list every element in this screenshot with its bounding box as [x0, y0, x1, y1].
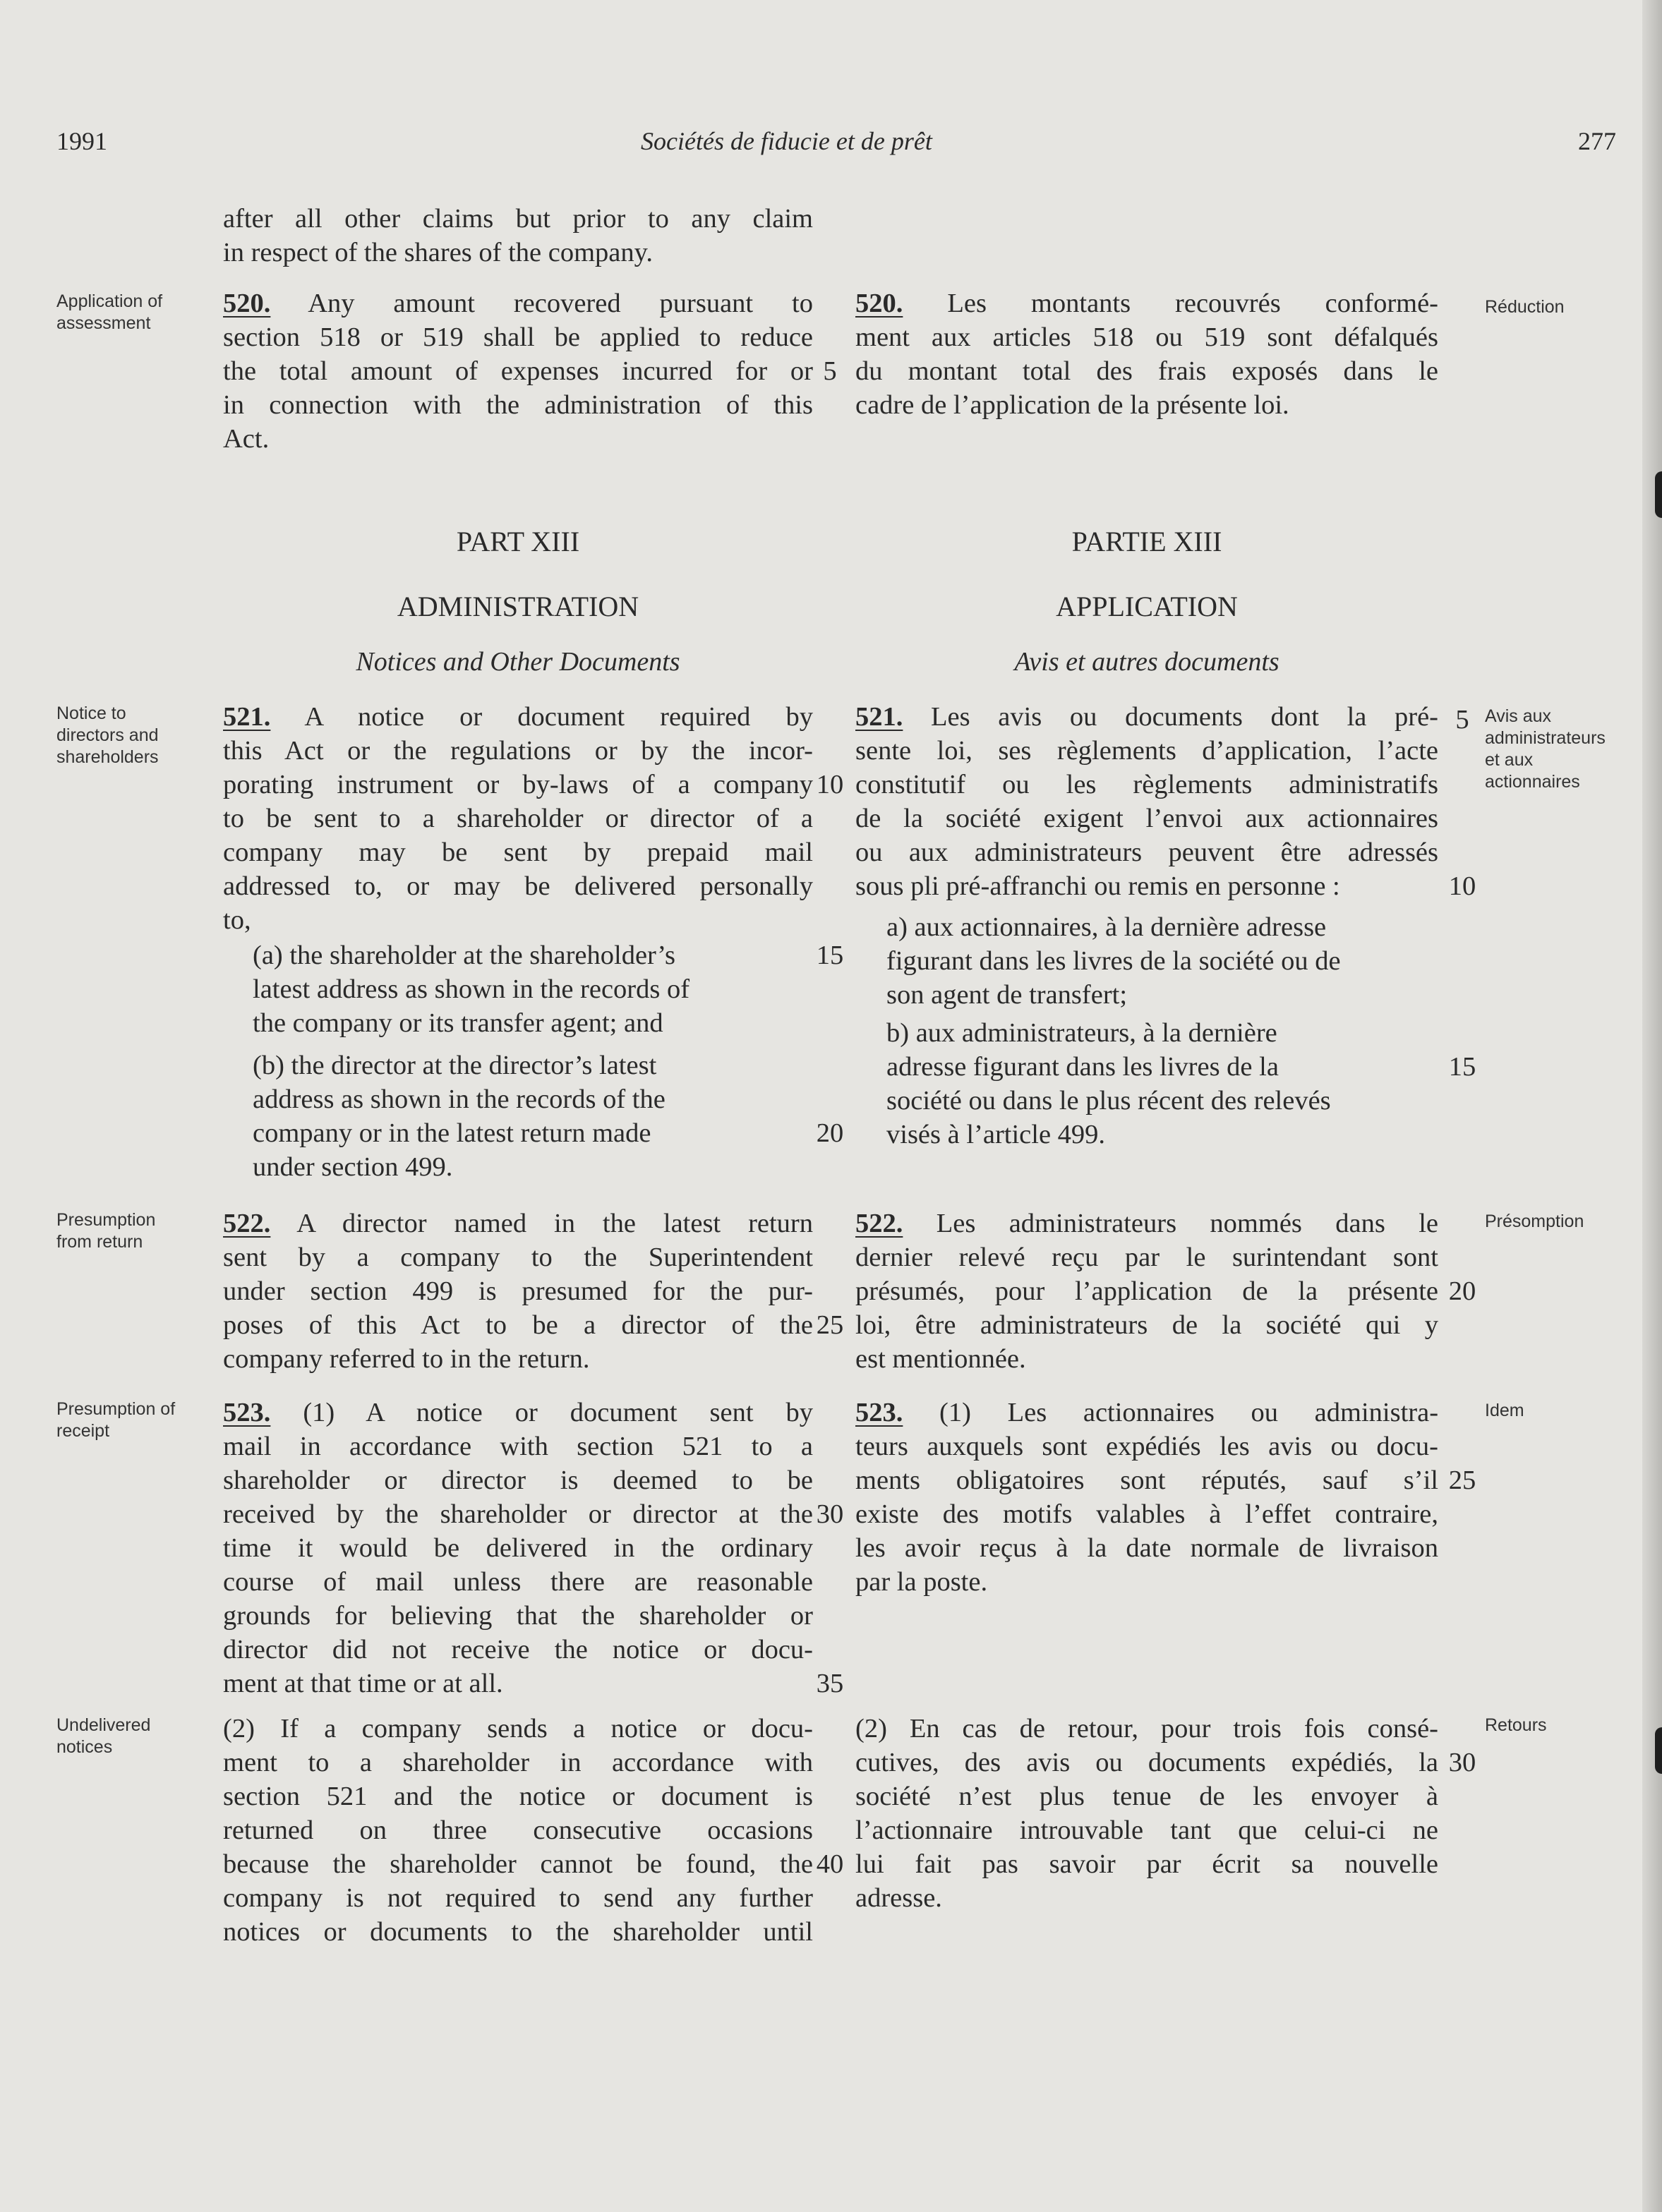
- english-section-523-2: [223, 1712, 813, 1949]
- note-line: notices: [56, 1737, 113, 1757]
- text-line: company is not required to send any further: [223, 1883, 813, 1913]
- section-number: 522.: [855, 1209, 903, 1238]
- text-line: ment aux articles 518 ou 519 sont défalqués: [855, 322, 1438, 352]
- note-line: Retours: [1485, 1715, 1547, 1735]
- text-line: sous pli pré-affranchi ou remis en personne :: [855, 871, 1340, 901]
- text-segment: Any amount recovered pursuant to: [308, 289, 813, 318]
- english-section-521: [223, 700, 813, 937]
- text-line: est mentionnée.: [855, 1344, 1026, 1374]
- marginal-note: [1485, 706, 1626, 793]
- text-line: [223, 286, 813, 320]
- text-line: adresse figurant dans les livres de la: [886, 1052, 1279, 1082]
- marginal-note: [1485, 1715, 1626, 1736]
- text-segment: Les avis ou documents dont la pré-: [931, 702, 1439, 732]
- section-number: 521.: [223, 702, 271, 732]
- text-segment: A notice or document required by: [304, 702, 813, 732]
- french-section-523-1: [855, 1396, 1438, 1599]
- section-number: 522.: [223, 1209, 271, 1238]
- text-line: [855, 1396, 1438, 1430]
- note-line: Application of: [56, 291, 163, 311]
- text-line: course of mail unless there are reasonable: [223, 1567, 813, 1597]
- text-line: dernier relevé reçu par le surintendant sont: [855, 1243, 1438, 1272]
- text-line: ment at that time or at all.: [223, 1669, 503, 1698]
- marginal-note: [56, 703, 205, 768]
- french-section-522: [855, 1207, 1438, 1376]
- text-line: time it would be delivered in the ordinary: [223, 1533, 813, 1563]
- note-line: Presumption: [56, 1210, 156, 1230]
- header-title: Sociétés de fiducie et de prêt: [641, 127, 932, 155]
- text-line: company or in the latest return made: [253, 1118, 651, 1148]
- text-line: company referred to in the return.: [223, 1344, 590, 1374]
- text-line: [223, 700, 813, 734]
- french-section-520: [855, 286, 1438, 422]
- text-line: a) aux actionnaires, à la dernière adresse: [886, 912, 1327, 942]
- english-paragraph-a: [253, 938, 813, 1040]
- text-line: (2) If a company sends a notice or docu-: [223, 1714, 813, 1743]
- line-number: 10: [816, 770, 844, 799]
- text-line: under section 499.: [253, 1152, 453, 1182]
- note-line: shareholders: [56, 747, 159, 767]
- note-line: assessment: [56, 313, 151, 333]
- section-number: 520.: [855, 289, 903, 318]
- text-line: présumés, pour l’application de la présente: [855, 1276, 1438, 1306]
- text-line: figurant dans les livres de la société ou de: [886, 946, 1341, 976]
- english-carryover: [223, 202, 813, 270]
- text-line: latest address as shown in the records of: [253, 974, 690, 1004]
- text-line: [855, 1207, 1438, 1240]
- note-line: et aux: [1485, 750, 1534, 770]
- note-line: Idem: [1485, 1401, 1524, 1420]
- section-number: 520.: [223, 289, 271, 318]
- line-number: 5: [823, 356, 837, 386]
- text-line: adresse.: [855, 1883, 942, 1913]
- text-line: mail in accordance with section 521 to a: [223, 1432, 813, 1461]
- line-number: 30: [816, 1499, 844, 1529]
- note-line: Presumption of: [56, 1399, 176, 1419]
- marginal-note: [1485, 1400, 1626, 1422]
- text-line: the company or its transfer agent; and: [253, 1008, 663, 1038]
- text-line: because the shareholder cannot be found, the: [223, 1849, 813, 1879]
- text-line: under section 499 is presumed for the pur-: [223, 1276, 813, 1306]
- text-line: société ou dans le plus récent des relevés: [886, 1086, 1331, 1116]
- text-line: cadre de l’application de la présente loi.: [855, 390, 1289, 420]
- french-section-521: [855, 700, 1438, 903]
- note-line: receipt: [56, 1421, 110, 1441]
- line-number: 25: [1448, 1465, 1476, 1495]
- marginal-note: [1485, 1211, 1626, 1233]
- french-paragraph-a: [886, 910, 1438, 1012]
- text-line: constitutif ou les règlements administratifs: [855, 770, 1438, 799]
- text-line: company may be sent by prepaid mail: [223, 838, 813, 867]
- text-line: visés à l’article 499.: [886, 1120, 1106, 1149]
- text-line: section 521 and the notice or document is: [223, 1782, 813, 1811]
- text-segment: Les montants recouvrés conformé-: [947, 289, 1438, 318]
- text-line: poses of this Act to be a director of the: [223, 1310, 813, 1340]
- line-number: 15: [816, 941, 844, 970]
- text-line: [223, 1396, 813, 1430]
- part-subheading: Avis et autres documents: [1014, 647, 1279, 677]
- english-paragraph-b: [253, 1048, 813, 1184]
- part-title: ADMINISTRATION: [397, 591, 639, 622]
- binding-mark: [1655, 1727, 1662, 1774]
- header-year: 1991: [56, 127, 107, 155]
- text-line: ou aux administrateurs peuvent être adressés: [855, 838, 1438, 867]
- text-line: teurs auxquels sont expédiés les avis ou docu-: [855, 1432, 1438, 1461]
- line-number: 10: [1448, 871, 1476, 901]
- text-line: du montant total des frais exposés dans le: [855, 356, 1438, 386]
- english-section-523-1: [223, 1396, 813, 1700]
- french-section-523-2: [855, 1712, 1438, 1915]
- text-line: returned on three consecutive occasions: [223, 1815, 813, 1845]
- text-line: Act.: [223, 424, 270, 454]
- text-line: addressed to, or may be delivered personally: [223, 871, 813, 901]
- text-line: sent by a company to the Superintendent: [223, 1243, 813, 1272]
- text-line: in respect of the shares of the company.: [223, 238, 654, 267]
- text-line: to be sent to a shareholder or director of a: [223, 804, 813, 833]
- line-number: 40: [816, 1849, 844, 1879]
- text-line: lui fait pas savoir par écrit sa nouvelle: [855, 1849, 1438, 1879]
- text-line: after all other claims but prior to any claim: [223, 204, 813, 234]
- text-line: de la société exigent l’envoi aux actionnaires: [855, 804, 1438, 833]
- french-paragraph-b: [886, 1016, 1438, 1152]
- page-edge: [1642, 0, 1662, 2212]
- marginal-note: [1485, 296, 1626, 318]
- text-line: this Act or the regulations or by the incor-: [223, 736, 813, 766]
- line-number: 35: [816, 1669, 844, 1698]
- note-line: Notice to: [56, 703, 126, 723]
- marginal-note: [56, 1209, 205, 1253]
- note-line: Undelivered: [56, 1715, 151, 1735]
- text-line: (2) En cas de retour, pour trois fois consé-: [855, 1714, 1438, 1743]
- line-number: 5: [1455, 705, 1469, 735]
- text-segment: A director named in the latest return: [296, 1209, 813, 1238]
- part-title: APPLICATION: [1056, 591, 1238, 622]
- line-number: 25: [816, 1310, 844, 1340]
- text-line: shareholder or director is deemed to be: [223, 1465, 813, 1495]
- text-line: to,: [223, 905, 251, 935]
- english-section-522: [223, 1207, 813, 1376]
- text-line: [223, 1207, 813, 1240]
- section-number: 521.: [855, 702, 903, 732]
- note-line: actionnaires: [1485, 772, 1580, 792]
- note-line: from return: [56, 1232, 143, 1252]
- page-number: 277: [1578, 127, 1616, 155]
- text-line: [855, 286, 1438, 320]
- text-line: cutives, des avis ou documents expédiés, la: [855, 1748, 1438, 1777]
- text-line: section 518 or 519 shall be applied to reduce: [223, 322, 813, 352]
- binding-mark: [1655, 471, 1662, 518]
- text-line: l’actionnaire introuvable tant que celui-ci ne: [855, 1815, 1438, 1845]
- section-number: 523.: [855, 1398, 903, 1427]
- part-subheading: Notices and Other Documents: [356, 647, 680, 677]
- text-line: received by the shareholder or director at the: [223, 1499, 813, 1529]
- text-segment: (1) A notice or document sent by: [303, 1398, 813, 1427]
- text-line: ment to a shareholder in accordance with: [223, 1748, 813, 1777]
- note-line: administrateurs: [1485, 728, 1606, 748]
- text-line: (b) the director at the director’s latest: [253, 1051, 657, 1080]
- text-line: ments obligatoires sont réputés, sauf s’il: [855, 1465, 1438, 1495]
- note-line: Réduction: [1485, 297, 1565, 317]
- marginal-note: [56, 291, 205, 334]
- text-line: les avoir reçus à la date normale de livraison: [855, 1533, 1438, 1563]
- text-line: grounds for believing that the shareholder or: [223, 1601, 813, 1631]
- part-label: PART XIII: [456, 526, 580, 557]
- text-line: [855, 700, 1438, 734]
- text-line: existe des motifs valables à l’effet contraire,: [855, 1499, 1438, 1529]
- text-line: director did not receive the notice or docu-: [223, 1635, 813, 1664]
- english-section-520: [223, 286, 813, 456]
- text-line: son agent de transfert;: [886, 980, 1128, 1010]
- text-line: the total amount of expenses incurred for or: [223, 356, 813, 386]
- text-line: (a) the shareholder at the shareholder’s: [253, 941, 675, 970]
- note-line: directors and: [56, 725, 159, 745]
- line-number: 20: [1448, 1276, 1476, 1306]
- marginal-note: [56, 1715, 205, 1758]
- text-segment: (1) Les actionnaires ou administra-: [939, 1398, 1439, 1427]
- text-line: address as shown in the records of the: [253, 1084, 666, 1114]
- note-line: Présomption: [1485, 1211, 1584, 1231]
- line-number: 30: [1448, 1748, 1476, 1777]
- part-label: PARTIE XIII: [1071, 526, 1222, 557]
- line-number: 15: [1448, 1052, 1476, 1082]
- marginal-note: [56, 1398, 205, 1442]
- line-number: 20: [816, 1118, 844, 1148]
- text-line: b) aux administrateurs, à la dernière: [886, 1018, 1277, 1048]
- text-segment: Les administrateurs nommés dans le: [936, 1209, 1438, 1238]
- section-number: 523.: [223, 1398, 271, 1427]
- text-line: société n’est plus tenue de les envoyer à: [855, 1782, 1438, 1811]
- text-line: porating instrument or by-laws of a company: [223, 770, 813, 799]
- text-line: notices or documents to the shareholder until: [223, 1917, 813, 1947]
- text-line: par la poste.: [855, 1567, 988, 1597]
- text-line: in connection with the administration of this: [223, 390, 813, 420]
- text-line: sente loi, ses règlements d’application, l’acte: [855, 736, 1438, 766]
- note-line: Avis aux: [1485, 706, 1552, 726]
- text-line: loi, être administrateurs de la société qui y: [855, 1310, 1438, 1340]
